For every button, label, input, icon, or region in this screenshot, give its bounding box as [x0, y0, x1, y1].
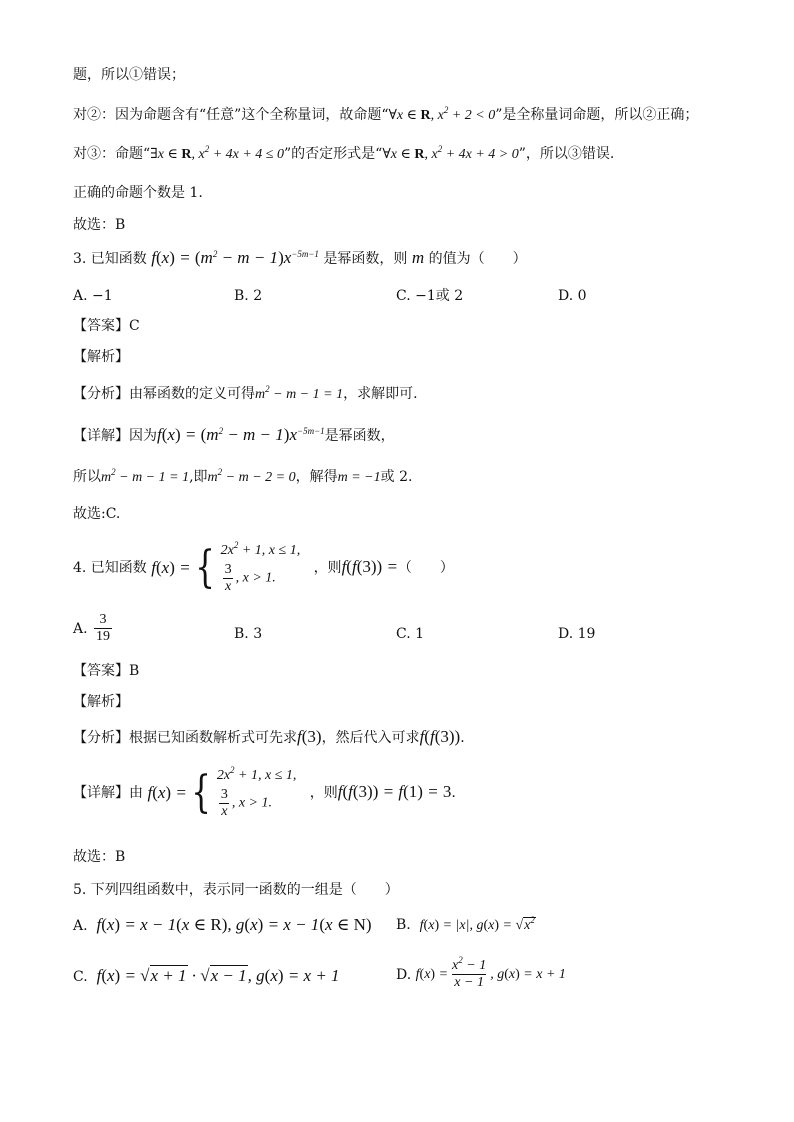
q4-fenxi: 【分析】根据已知函数解析式可先求f(3)，然后代入可求f(f(3)). — [73, 727, 465, 746]
q4-answer: 【答案】B — [73, 663, 140, 679]
q3-choose: 故选:C. — [73, 506, 121, 522]
q3-fenxi: 【分析】由幂函数的定义可得$m^2 - m - 1 = 1$，求解即可. — [73, 384, 418, 402]
q4-option-d: D. 19 — [558, 626, 596, 642]
q3-option-d: D. 0 — [558, 288, 587, 304]
text-line: 故选：B — [73, 217, 126, 233]
q5-option-c: C. f(x) = √x + 1 · √x − 1, g(x) = x + 1 — [73, 966, 340, 985]
q3-analysis: 【解析】 — [73, 349, 129, 365]
q3-xiangjie: 【详解】因为$f(x) = (m^2 - m - 1)x^{-5m-1}$是幂函数， — [73, 425, 395, 444]
text-line: 题，所以①错误； — [73, 67, 185, 83]
q4-xiangjie: 【详解】由 f(x) = { $2x^2 + 1$, x ≤ 1, $\frac{3}{x}$ , x > 1. ，则f(f(3)) = f(1) = 3. — [73, 765, 456, 819]
q3-solve: 所以$m^2 - m - 1 = 1$,即$m^2 - m - 2 = 0$，解得m = −1或 2. — [73, 467, 413, 485]
q3-option-a: A. −1 — [73, 288, 113, 304]
q5-option-b: B. f(x) = |x|, $g(x) = √x^2$ — [396, 915, 535, 933]
question-5: 5. 下列四组函数中，表示同一函数的一组是（ ） — [73, 882, 399, 898]
q5-option-d: D. f(x) = $\frac{x^2 - 1}{x - 1}$ , g(x) = x + 1 — [396, 955, 566, 990]
question-3: 3. 已知函数 $f(x) = (m^2 - m - 1)x^{-5m-1}$ 是幂函数，则 m 的值为（ ） — [73, 248, 527, 267]
q4-choose: 故选：B — [73, 849, 126, 865]
q5-option-a: A. f(x) = x − 1(x ∈ R), g(x) = x − 1(x ∈ N) — [73, 915, 372, 934]
text-line: 对②：因为命题含有“任意”这个全称量词，故命题“∀x ∈ R, $x^2 + 2 < 0$”是全称量词命题，所以②正确； — [73, 105, 699, 123]
q3-answer: 【答案】C — [73, 318, 140, 334]
q3-option-c: C. −1或 2 — [396, 288, 464, 304]
q3-option-b: B. 2 — [234, 288, 263, 304]
text-line: 对③：命题“∃x ∈ R, $x^2 + 4x + 4 \le 0$”的否定形式是“∀x ∈ R, $x^2 + 4x + 4 > 0$”，所以③错误. — [73, 144, 615, 162]
text-line: 正确的命题个数是 1. — [73, 185, 203, 201]
q4-option-b: B. 3 — [234, 626, 263, 642]
question-4: 4. 已知函数 f(x) = { $2x^2 + 1$, x ≤ 1, $\frac{3}{x}$ , x > 1. ，则f(f(3)) =（ ） — [73, 540, 454, 594]
q4-option-c: C. 1 — [396, 626, 425, 642]
q4-analysis: 【解析】 — [73, 694, 129, 710]
q4-option-a: A. $\frac{3}{19}$ — [73, 612, 111, 644]
